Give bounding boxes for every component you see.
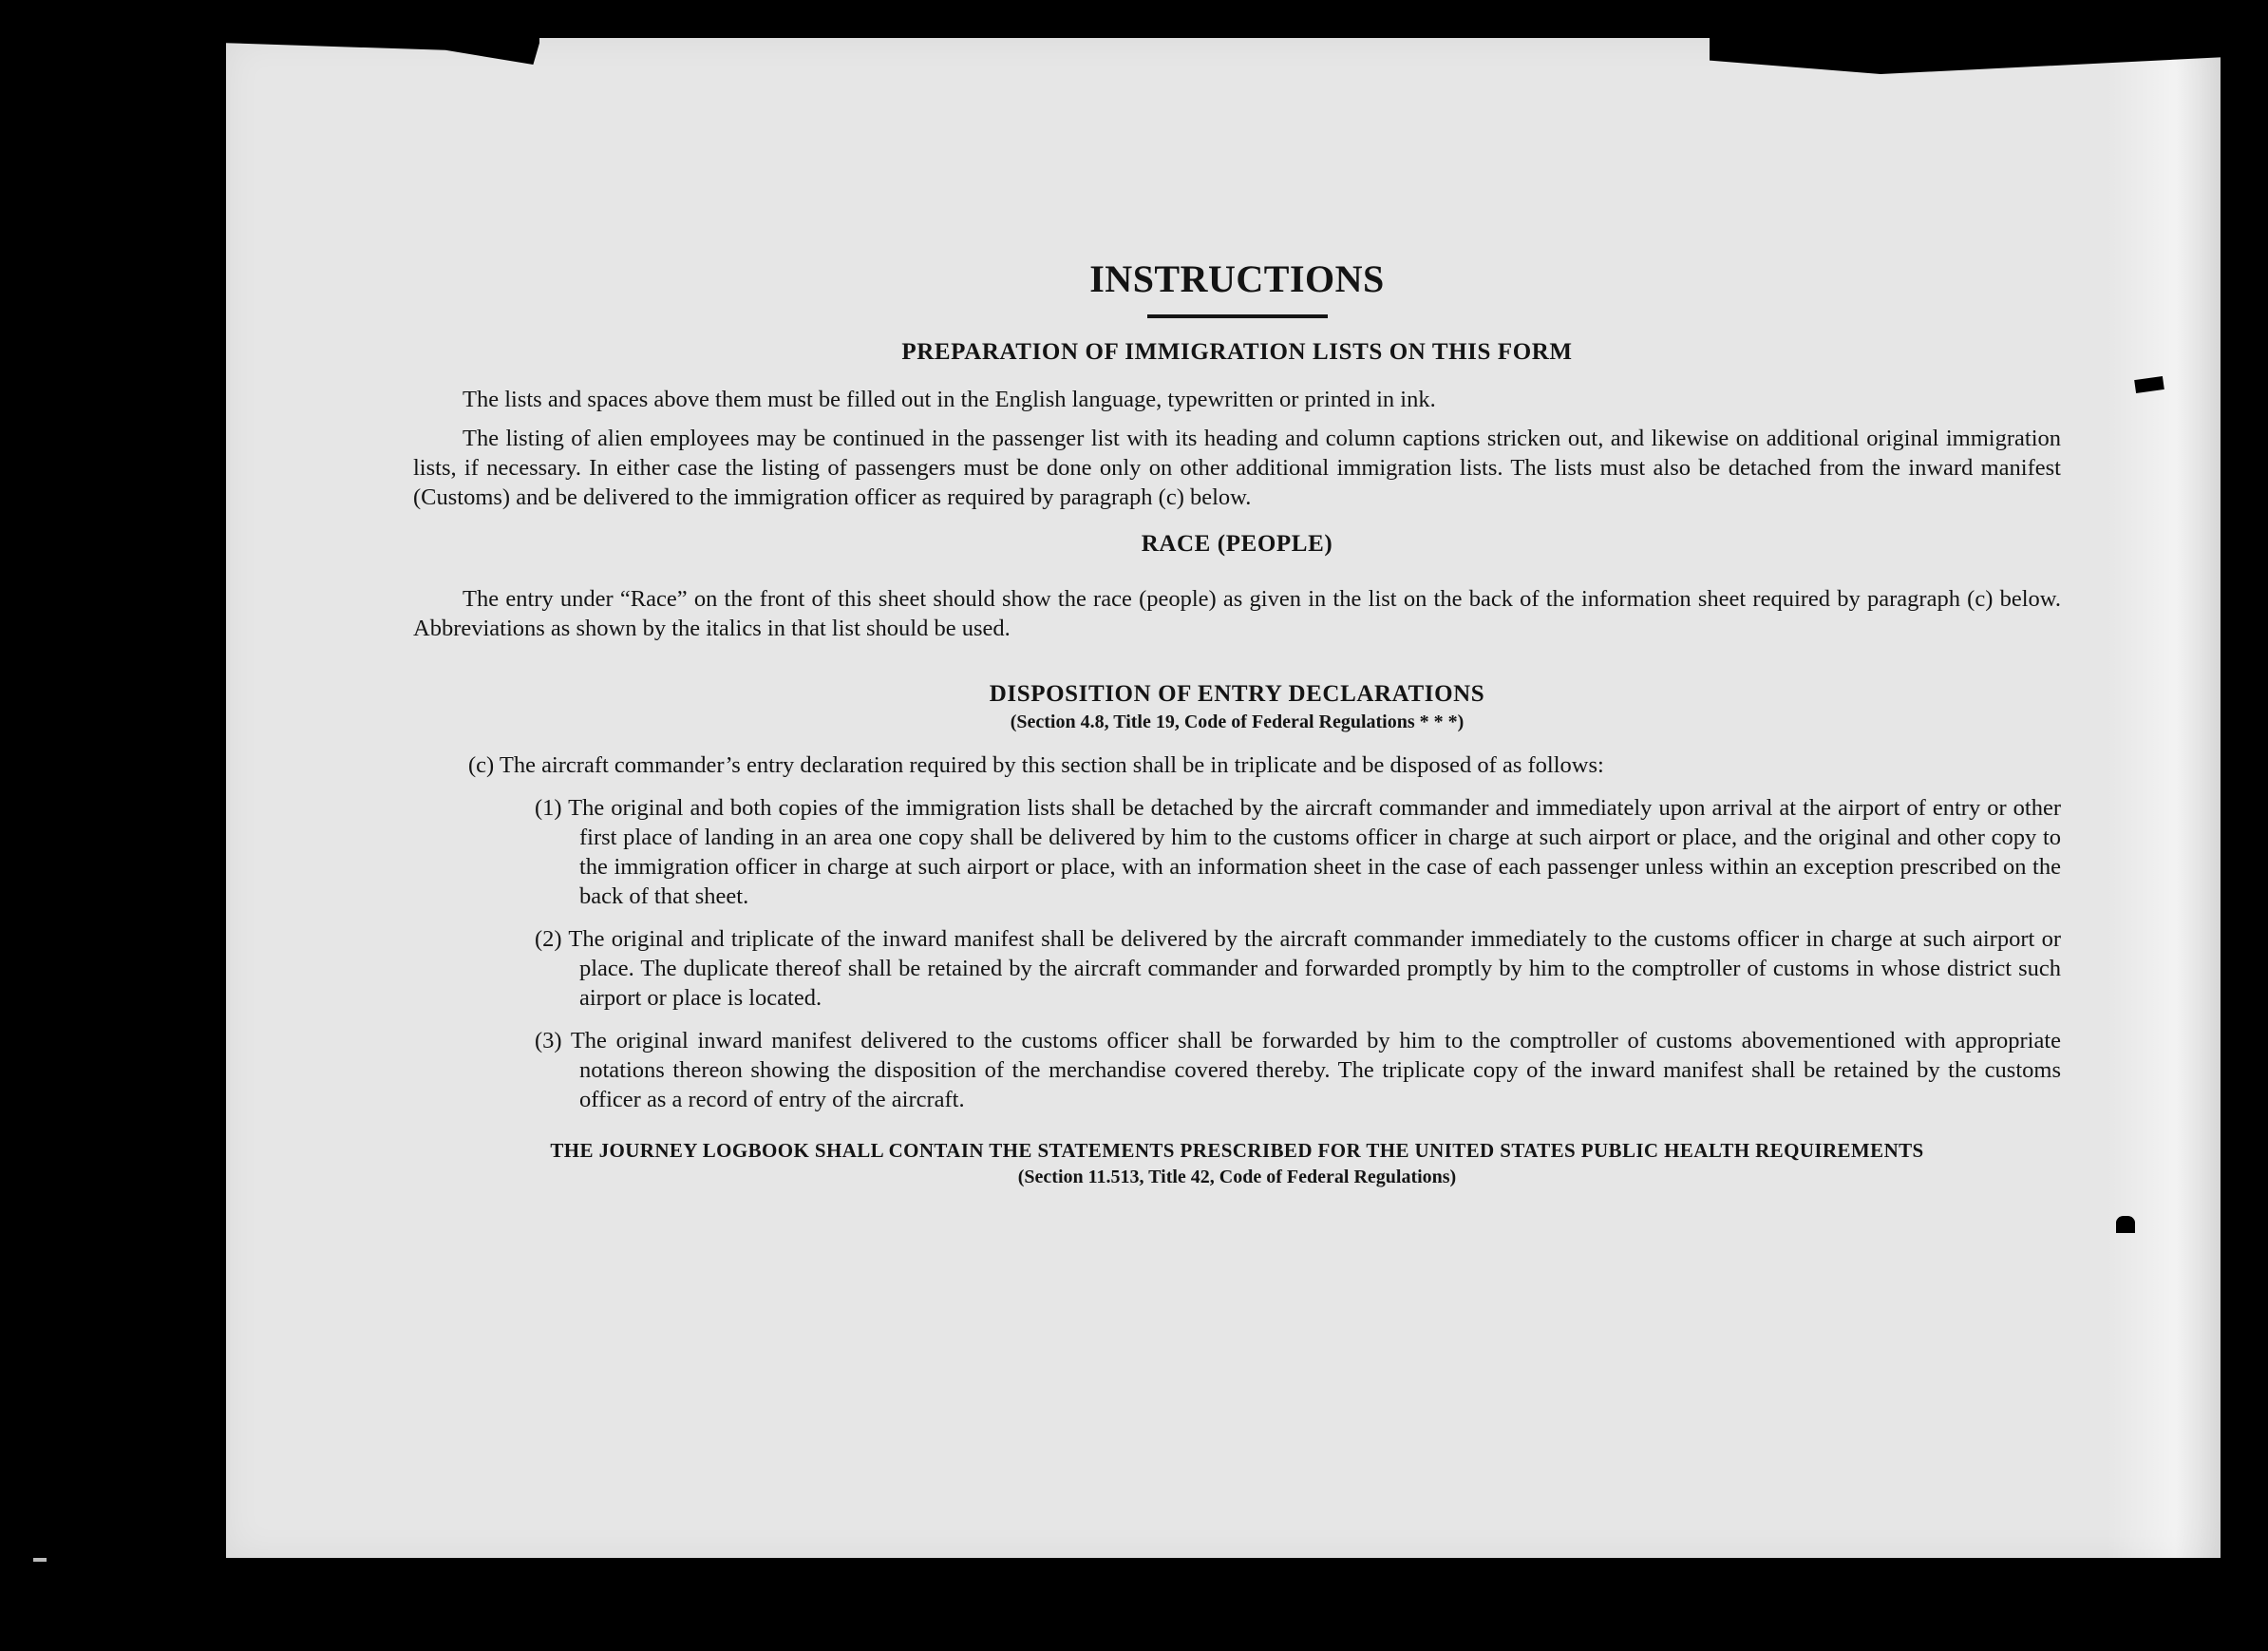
- disposition-para-c: (c) The aircraft commander’s entry declaration required by this section shall be in triplicate and be disposed of as follows:: [468, 752, 1604, 778]
- instructions-content: [413, 256, 2061, 1188]
- preparation-heading: PREPARATION OF IMMIGRATION LISTS ON THIS FORM: [901, 339, 1573, 365]
- disposition-subheading: (Section 4.8, Title 19, Code of Federal Regulations * * *): [1010, 712, 1465, 732]
- race-para: The entry under “Race” on the front of this sheet should show the race (people) as given in the list on the back of the information sheet required by paragraph (c) below. Abbreviations as shown by the italics in that list should be used.: [413, 586, 2061, 641]
- disposition-heading: DISPOSITION OF ENTRY DECLARATIONS: [989, 681, 1485, 707]
- race-heading: RACE (PEOPLE): [1141, 531, 1333, 557]
- logbook-statement: THE JOURNEY LOGBOOK SHALL CONTAIN THE STATEMENTS PRESCRIBED FOR THE UNITED STATES PUBLIC HEALTH REQUIREMENTS: [550, 1139, 1924, 1162]
- disposition-item-2: (2) The original and triplicate of the inward manifest shall be delivered by the aircraft commander immediately to the customs officer in charge at such airport or place. The duplicate thereof shall be retained by the aircraft commander and forwarded promptly by him to the comptroller of customs in whose district such airport or place is located.: [535, 926, 2061, 1011]
- scan-mark: [2116, 1216, 2135, 1233]
- page-title: INSTRUCTIONS: [1089, 257, 1385, 300]
- page-fold-shadow: [2107, 38, 2221, 1558]
- title-rule: [1147, 314, 1328, 318]
- disposition-item-1: (1) The original and both copies of the immigration lists shall be detached by the aircraft commander and immediately upon arrival at the airport of entry or other first place of landing in an area one copy shall be delivered by him to the customs officer in charge at such airport or place, and the original and other copy to the immigration officer in charge at such airport or place, with an information sheet in the case of each passenger unless within an exception prescribed on the back of that sheet.: [535, 795, 2061, 909]
- disposition-item-3: (3) The original inward manifest delivered to the customs officer shall be forwarded by him to the comptroller of customs abovementioned with appropriate notations thereon showing the disposition of the merchandise covered thereby. The triplicate copy of the inward manifest shall be retained by the customs officer as a record of entry of the aircraft.: [535, 1028, 2061, 1112]
- scan-mark: [33, 1558, 47, 1562]
- preparation-para-1: The lists and spaces above them must be filled out in the English language, typewritten or printed in ink.: [463, 387, 1436, 412]
- logbook-citation: (Section 11.513, Title 42, Code of Federal Regulations): [1017, 1167, 1457, 1187]
- preparation-para-2: The listing of alien employees may be continued in the passenger list with its heading and column captions stricken out, and likewise on additional original immigration lists, if necessary. In either case the listing of passengers must be done only on other additional immigration lists. The lists must also be detached from the inward manifest (Customs) and be delivered to the immigration officer as required by paragraph (c) below.: [413, 426, 2061, 510]
